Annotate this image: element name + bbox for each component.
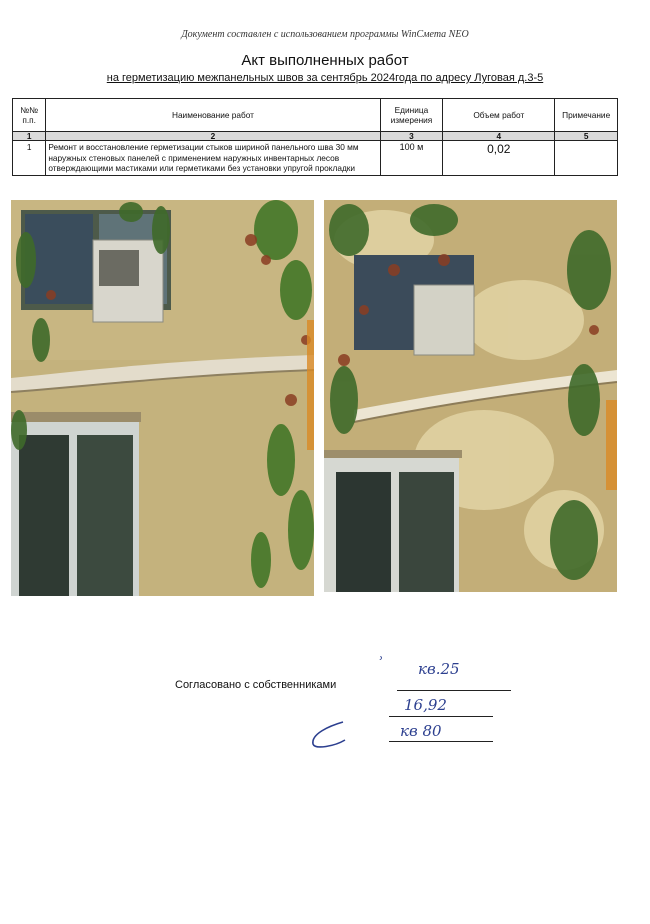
- header-no: №№ п.п.: [13, 99, 46, 132]
- handwritten-mark: ʾ: [378, 655, 383, 671]
- work-volume: 0,02: [443, 141, 555, 176]
- header-unit: Единица измерения: [380, 99, 443, 132]
- header-work-name: Наименование работ: [46, 99, 380, 132]
- column-number: 3: [380, 132, 443, 141]
- column-number: 5: [555, 132, 618, 141]
- document-subtitle: на герметизацию межпанельных швов за сентябрь 2024года по адресу Луговая д.3-5: [106, 72, 544, 84]
- work-name: Ремонт и восстановление герметизации стыков шириной панельного шва 30 мм наружных стеновых панелей с применением наружных инвентарных лесов отверждающими мастиками или герметиками без установки упругой прокладки: [46, 141, 380, 176]
- building-wall-photo-right: [324, 200, 617, 592]
- work-unit: 100 м: [380, 141, 443, 176]
- building-wall-photo-left: [11, 200, 314, 596]
- handwritten-area: 16,92: [404, 696, 447, 714]
- header-note: Примечание: [555, 99, 618, 132]
- works-table: [12, 98, 618, 176]
- handwritten-signature: [305, 716, 355, 752]
- signature-line: [397, 690, 511, 691]
- handwritten-apartment-2: кв 80: [400, 722, 442, 740]
- approval-label: Согласовано с собственниками: [175, 679, 337, 691]
- header-volume: Объем работ: [443, 99, 555, 132]
- signature-line: [389, 716, 493, 717]
- column-number-row: [13, 132, 618, 141]
- handwritten-apartment-1: кв.25: [418, 660, 460, 678]
- header-note: Документ составлен с использованием программы WinСмета NEO: [181, 29, 469, 40]
- signature-line: [389, 741, 493, 742]
- column-number: 1: [13, 132, 46, 141]
- table-header-row: [13, 99, 618, 132]
- column-number: 2: [46, 132, 380, 141]
- column-number: 4: [443, 132, 555, 141]
- table-row: [13, 141, 618, 176]
- document-title: Акт выполненных работ: [241, 52, 409, 69]
- work-note: [555, 141, 618, 176]
- row-number: 1: [13, 141, 46, 176]
